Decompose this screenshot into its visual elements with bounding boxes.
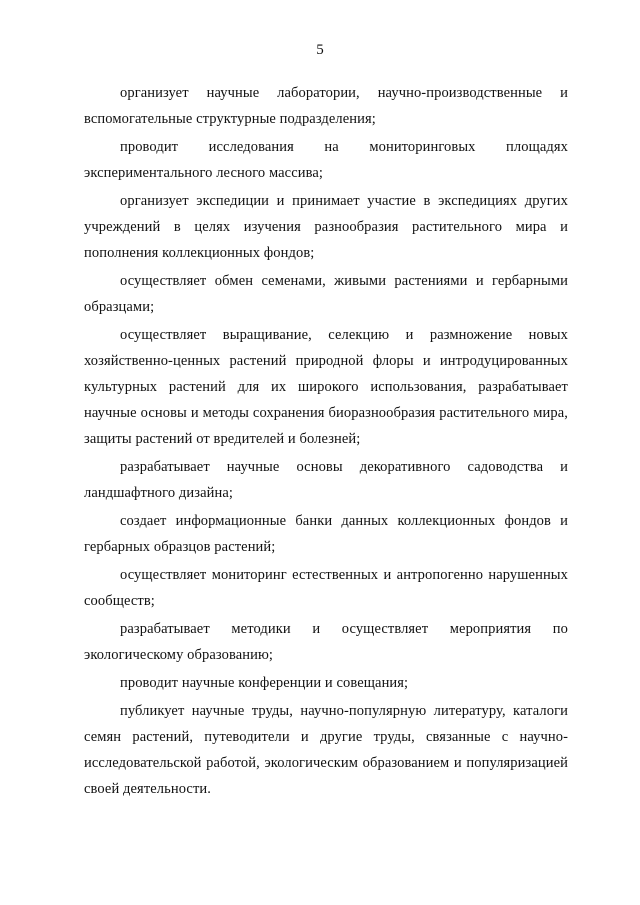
page-number: 5 [316, 42, 324, 58]
paragraph-3: организует экспедиции и принимает участие в экспедициях других учреждений в целях изучения разнообразия растительного мира и пополнения коллекционных фондов; [84, 193, 568, 261]
paragraph-5: осуществляет выращивание, селекцию и размножение новых хозяйственно-ценных растений природной флоры и интродуцированных культурных растений для их широкого использования, разрабатывает научные основы и методы сохранения биоразнообразия растительного мира, защиты растений от вредителей и болезней; [84, 327, 568, 447]
paragraph-9: разрабатывает методики и осуществляет мероприятия по экологическому образованию; [84, 621, 568, 663]
document-body [84, 80, 568, 804]
paragraph-4: осуществляет обмен семенами, живыми растениями и гербарными образцами; [84, 273, 568, 315]
paragraph-8: осуществляет мониторинг естественных и антропогенно нарушенных сообществ; [84, 567, 568, 609]
paragraph-2: проводит исследования на мониторинговых площадях экспериментального лесного массива; [84, 139, 568, 181]
paragraph-11: публикует научные труды, научно-популярную литературу, каталоги семян растений, путеводители и другие труды, связанные с научно-исследовательской работой, экологическим образованием и популяризацией своей деятельности. [84, 703, 568, 797]
paragraph-6: разрабатывает научные основы декоративного садоводства и ландшафтного дизайна; [84, 459, 568, 501]
paragraph-1: организует научные лаборатории, научно-производственные и вспомогательные структурные подразделения; [84, 85, 568, 127]
paragraph-7: создает информационные банки данных коллекционных фондов и гербарных образцов растений; [84, 513, 568, 555]
paragraph-10: проводит научные конференции и совещания; [120, 675, 409, 691]
